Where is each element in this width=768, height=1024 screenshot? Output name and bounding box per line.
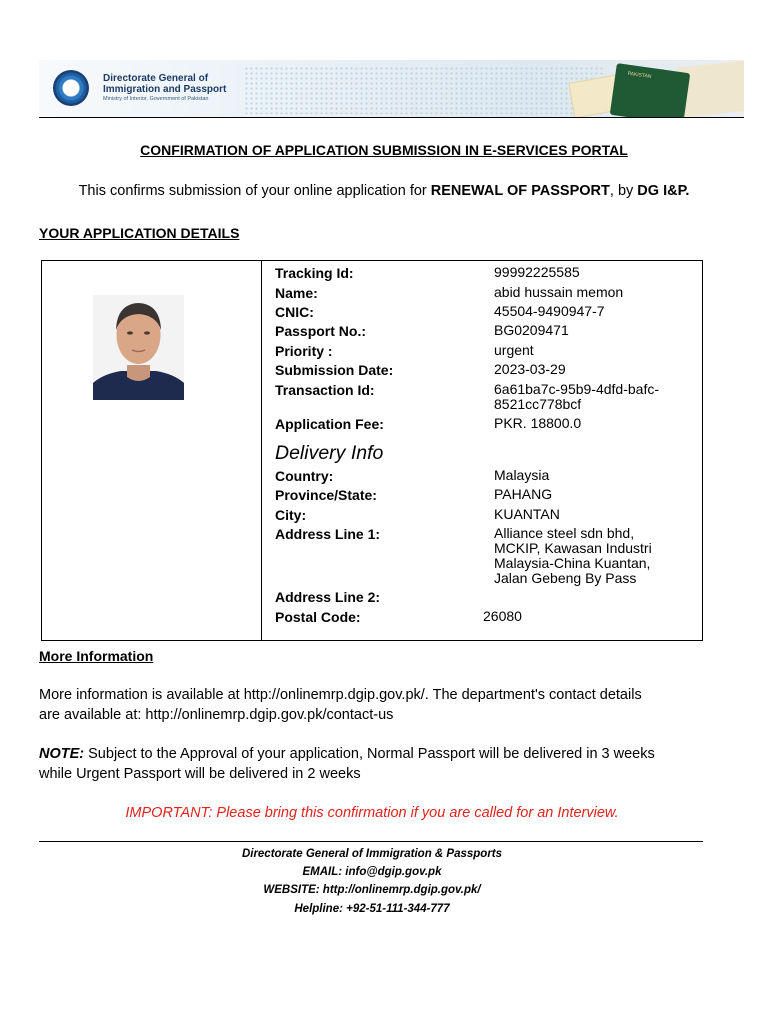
footer-rule	[39, 841, 703, 842]
footer-website: WEBSITE: http://onlinemrp.dgip.gov.pk/	[263, 884, 481, 896]
city-value: KUANTAN	[494, 506, 560, 522]
footer-email: EMAIL: info@dgip.gov.pk	[302, 866, 442, 878]
world-map-decoration	[244, 66, 604, 114]
note-label: NOTE:	[39, 746, 85, 762]
page-title: CONFIRMATION OF APPLICATION SUBMISSION IN E-SERVICES PORTAL	[140, 142, 628, 158]
priority-label: Priority :	[275, 343, 333, 359]
transaction-id-label: Transaction Id:	[275, 382, 375, 398]
transaction-id-value-line1: 6a61ba7c-95b9-4dfd-bafc-	[494, 381, 660, 397]
passport-no-value: BG0209471	[494, 322, 569, 338]
tracking-id-label: Tracking Id:	[275, 265, 354, 281]
application-details-box	[41, 260, 703, 641]
name-value: abid hussain memon	[494, 284, 624, 300]
header-rule	[39, 117, 744, 118]
priority-value: urgent	[494, 342, 534, 358]
province-label: Province/State:	[275, 487, 377, 503]
more-info-text: More information is available at http://onlinemrp.dgip.gov.pk/. The department's contact details are available at: http://onlinemrp.dgip.gov.pk/contact-us	[39, 687, 642, 723]
address-line1-value-4: Jalan Gebeng By Pass	[494, 570, 637, 586]
postal-code-label: Postal Code:	[275, 609, 361, 625]
tracking-id-value: 99992225585	[494, 264, 580, 280]
name-label: Name:	[275, 285, 318, 301]
passport-no-label: Passport No.:	[275, 323, 367, 339]
transaction-id-value-line2: 8521cc778bcf	[494, 396, 582, 412]
country-label: Country:	[275, 468, 334, 484]
province-value: PAHANG	[494, 486, 553, 502]
address-line1-value-3: Malaysia-China Kuantan,	[494, 555, 651, 571]
applicant-photo	[93, 295, 184, 400]
note-text: NOTE: Subject to the Approval of your application, Normal Passport will be delivered in 3 weeks while Urgent Passport will be delivered in 2 weeks	[39, 746, 655, 782]
city-label: City:	[275, 507, 307, 523]
footer-org: Directorate General of Immigration & Passports	[241, 848, 503, 860]
address-line1-label: Address Line 1:	[275, 526, 381, 542]
country-value: Malaysia	[494, 467, 550, 483]
more-info-heading: More Information	[39, 648, 154, 664]
submission-date-label: Submission Date:	[275, 362, 394, 378]
address-line1-value-2: MCKIP, Kawasan Industri	[494, 540, 652, 556]
ministry-text: Ministry of Interior, Government of Pakistan	[103, 96, 209, 102]
delivery-info-heading: Delivery Info	[275, 442, 384, 464]
important-notice: IMPORTANT: Please bring this confirmation if you are called for an Interview.	[125, 805, 619, 821]
address-line1-value-1: Alliance steel sdn bhd,	[494, 525, 635, 541]
service-name: RENEWAL OF PASSPORT	[430, 183, 610, 199]
dgip-logo-icon	[53, 70, 89, 106]
cnic-label: CNIC:	[275, 304, 314, 320]
confirmation-text: This confirms submission of your online application for RENEWAL OF PASSPORT, by DG I&P.	[78, 183, 690, 199]
submission-date-value: 2023-03-29	[494, 361, 566, 377]
application-fee-label: Application Fee:	[275, 416, 384, 432]
footer-helpline: Helpline: +92-51-111-344-777	[294, 903, 450, 915]
postal-code-value: 26080	[483, 608, 522, 624]
address-line2-label: Address Line 2:	[275, 589, 381, 605]
org-name-line1: Directorate General of	[103, 73, 209, 84]
passport-decoration-icon	[610, 63, 691, 117]
section-title: YOUR APPLICATION DETAILS	[39, 225, 240, 241]
cnic-value: 45504-9490947-7	[494, 303, 605, 319]
authority-name: DG I&P.	[637, 183, 690, 199]
org-name-line2: Immigration and Passport	[103, 84, 227, 95]
column-divider	[261, 261, 262, 640]
application-fee-value: PKR. 18800.0	[494, 415, 582, 431]
passport-text: PAKISTAN	[627, 70, 652, 80]
header-banner	[39, 60, 744, 117]
